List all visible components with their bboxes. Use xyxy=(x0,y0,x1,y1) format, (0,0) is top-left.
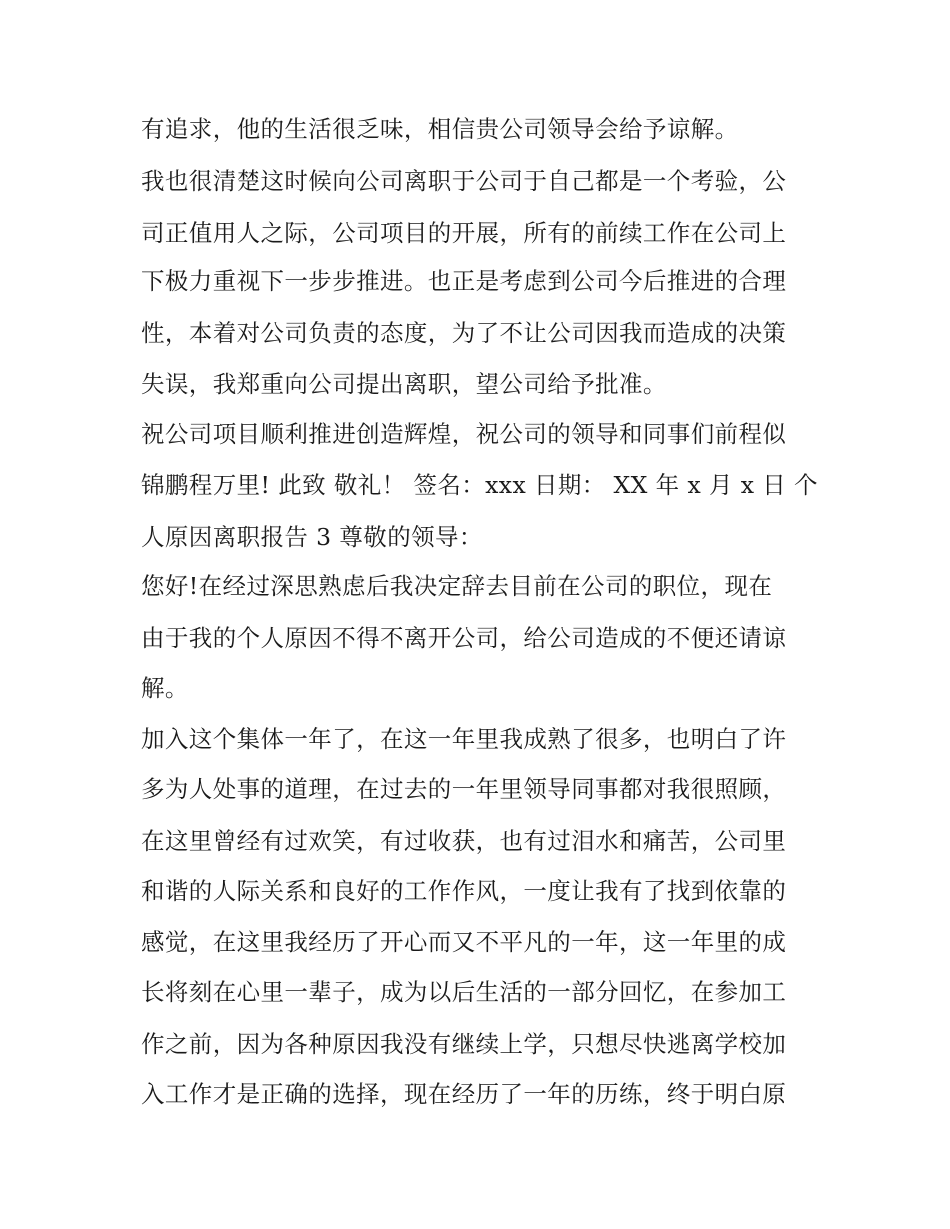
text-line: 加入这个集体一年了，在这一年里我成熟了很多，也明白了许 xyxy=(141,725,787,753)
text-line: 司正值用人之际，公司项目的开展，所有的前续工作在公司上 xyxy=(141,219,787,247)
text-line: 您好!在经过深思熟虑后我决定辞去目前在公司的职位，现在 xyxy=(141,572,773,600)
text-line: 入工作才是正确的选择，现在经历了一年的历练，终于明白原 xyxy=(141,1080,787,1108)
text-line: 人原因离职报告 3 尊敬的领导： xyxy=(141,523,483,551)
text-line: 和谐的人际关系和良好的工作作风，一度让我有了找到依靠的 xyxy=(141,877,787,905)
text-line: 由于我的个人原因不得不离开公司，给公司造成的不便还请谅 xyxy=(141,624,787,652)
text-line: 下极力重视下一步步推进。也正是考虑到公司今后推进的合理 xyxy=(141,267,787,295)
text-line: 感觉，在这里我经历了开心而又不平凡的一年，这一年里的成 xyxy=(141,928,787,956)
text-line: 失误，我郑重向公司提出离职，望公司给予批准。 xyxy=(141,370,667,398)
text-line: 在这里曾经有过欢笑，有过收获，也有过泪水和痛苦，公司里 xyxy=(141,827,787,855)
text-line: 祝公司项目顺利推进创造辉煌，祝公司的领导和同事们前程似 xyxy=(141,420,787,448)
text-line: 解。 xyxy=(141,674,189,702)
text-line: 长将刻在心里一辈子，成为以后生活的一部分回忆，在参加工 xyxy=(141,978,787,1006)
text-line: 作之前，因为各种原因我没有继续上学，只想尽快逃离学校加 xyxy=(141,1030,787,1058)
text-line: 有追求，他的生活很乏味，相信贵公司领导会给予谅解。 xyxy=(141,115,739,143)
text-line: 我也很清楚这时候向公司离职于公司于自己都是一个考验，公 xyxy=(141,167,787,195)
text-line: 多为人处事的道理，在过去的一年里领导同事都对我很照顾， xyxy=(141,775,787,803)
text-line: 性，本着对公司负责的态度，为了不让公司因我而造成的决策 xyxy=(141,319,787,347)
text-line: 锦鹏程万里! 此致 敬礼！ 签名：xxx 日期： XX 年 x 月 x 日 个 xyxy=(141,471,818,499)
